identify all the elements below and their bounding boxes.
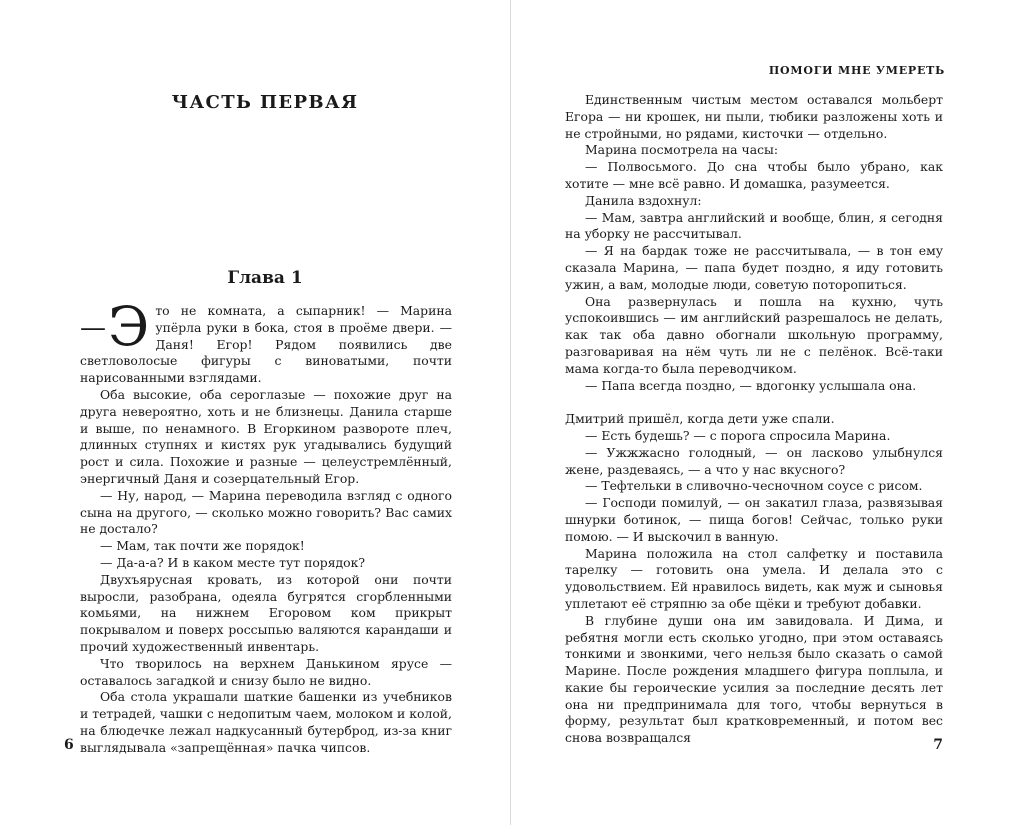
- paragraph: — Я на бардак тоже не рассчитывала, — в тон ему сказала Марина, — папа будет поздно, я иду готовить ужин, а вам, молодые люди, советую поторопиться.: [565, 243, 943, 292]
- paragraph: — Тефтельки в сливочно-чесночном соусе с рисом.: [585, 478, 923, 494]
- paragraph: Что творилось на верхнем Данькином ярусе — оставалось загадкой и снизу было не видно.: [80, 655, 452, 688]
- paragraph: Единственным чистым местом оставался мольберт Егора — ни крошек, ни пыли, тюбики разложены хоть и не стройными, но рядами, кисточки — отдельно.: [565, 92, 943, 141]
- page-number-right: 7: [933, 737, 943, 753]
- paragraph: В глубине души она им завидовала. И Дима, и ребятня могли есть сколько угодно, при этом оставаясь тонкими и звонкими, чего нельзя было сказать о самой Марине. После рождения младшего фигура поплыла, и какие бы героические усилия за последние десять лет она ни предпринимала для того, чтобы вернуться в форму, результат был кратковременный, и потом вес снова возвращался: [565, 612, 943, 746]
- right-page: [511, 0, 1023, 825]
- paragraph: — Полвосьмого. До сна чтобы было убрано, как хотите — мне всё равно. И домашка, разумеется.: [565, 159, 943, 191]
- page-number-left: 6: [64, 737, 74, 753]
- paragraph: — Да-а-а? И в каком месте тут порядок?: [100, 554, 366, 570]
- paragraph: Оба стола украшали шаткие башенки из учебников и тетрадей, чашки с недопитым чаем, молоком и колой, на блюдечке лежал надкусанный бутерброд, из-за книг выглядывала «запрещённая» пачка чипсов.: [80, 689, 452, 755]
- paragraph: — Господи помилуй, — он закатил глаза, развязывая шнурки ботинок, — пища богов! Сейчас, только руки помою. — И выскочил в ванную.: [565, 495, 943, 544]
- paragraph: Дмитрий пришёл, когда дети уже спали.: [565, 411, 835, 427]
- paragraph: Данила вздохнул:: [585, 192, 702, 208]
- paragraph: Марина положила на стол салфетку и поставила тарелку — готовить она умела. И делала это с удовольствием. Ей нравилось видеть, как муж и сыновья уплетают её стряпню за обе щёки и требуют добавки.: [565, 545, 943, 611]
- left-page: [0, 0, 510, 825]
- paragraph: Оба высокие, оба сероглазые — похожие друг на друга невероятно, хоть и не близнецы. Данила старше и выше, по ненамного. В Егоркином развороте плеч, длинных ступнях и кистях рук угадывались будущий рост и сила. Похожие и разные — целеустремлённый, энергичный Даня и созерцательный Егор.: [80, 386, 452, 486]
- dropcap: [80, 295, 150, 358]
- dropcap-letter: Э: [108, 295, 150, 358]
- opening-paragraph: [80, 295, 452, 387]
- part-title: ЧАСТЬ ПЕРВАЯ: [171, 92, 359, 113]
- paragraph: — Мам, завтра английский и вообще, блин, я сегодня на уборку не рассчитывал.: [565, 209, 943, 242]
- paragraph: Двухъярусная кровать, из которой они почти выросли, разобрана, одеяла бугрятся сгорбленными комьями, на нижнем Егоровом ком прикрыт покрывалом и поверх россыпью валяются карандаши и прочий художественный инвентарь.: [80, 571, 452, 654]
- paragraph: — Ну, народ, — Марина переводила взгляд с одного сына на другого, — сколько можно говорить? Вас самих не достало?: [80, 487, 452, 537]
- dropcap-dash: —: [80, 313, 106, 343]
- paragraph: — Есть будешь? — с порога спросила Марина.: [585, 427, 891, 443]
- running-head: ПОМОГИ МНЕ УМЕРЕТЬ: [768, 64, 945, 77]
- paragraph-text: то не комната, а сыпарник! — Марина упёрла руки в бока, стоя в проёме двери. — Даня! Егор! Рядом появились две светловолосые фигуры с виноватыми, почти нарисованными взглядами.: [80, 303, 452, 386]
- paragraph: Она развернулась и пошла на кухню, чуть успокоившись — им английский разрешалось не делать, как так оба давно обогнали школьную программу, разговаривая на нём чуть ли не с пелёнок. Всё-таки мама когда-то была переводчиком.: [565, 293, 943, 376]
- left-page-body: [80, 295, 452, 757]
- paragraph: Марина посмотрела на часы:: [585, 142, 779, 158]
- chapter-title: Глава 1: [227, 268, 303, 288]
- paragraph: — Мам, так почти же порядок!: [100, 538, 305, 554]
- paragraph: — Ужжжасно голодный, — он ласково улыбнулся жене, раздеваясь, — а что у нас вкусного?: [565, 444, 943, 477]
- paragraph: — Папа всегда поздно, — вдогонку услышала она.: [585, 377, 917, 393]
- right-page-body: [565, 92, 943, 747]
